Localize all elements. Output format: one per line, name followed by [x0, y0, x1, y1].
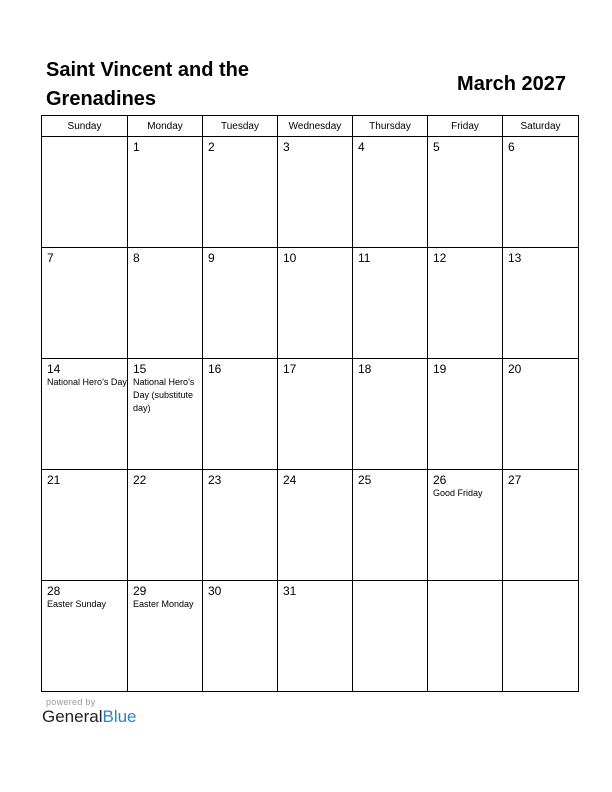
day-number: 3 — [283, 140, 290, 154]
day-number: 6 — [508, 140, 515, 154]
weekday-header: Thursday — [353, 116, 428, 137]
powered-by-label: powered by — [46, 697, 96, 707]
weekday-header: Tuesday — [203, 116, 278, 137]
day-cell — [128, 137, 203, 248]
day-number: 1 — [133, 140, 140, 154]
day-number: 2 — [208, 140, 215, 154]
footer — [42, 697, 137, 727]
day-cell — [353, 581, 428, 692]
weekday-header: Monday — [128, 116, 203, 137]
day-number: 14 — [47, 362, 61, 376]
day-number: 4 — [358, 140, 365, 154]
day-cell — [503, 470, 579, 581]
week-row — [42, 581, 579, 692]
day-cell — [428, 248, 503, 359]
day-number: 10 — [283, 251, 297, 265]
day-number: 5 — [433, 140, 440, 154]
week-row — [42, 359, 579, 470]
holiday-label: National Hero’s Day (substitute day) — [133, 377, 195, 413]
day-cell — [128, 359, 203, 470]
day-cell — [278, 359, 353, 470]
day-number: 27 — [508, 473, 522, 487]
day-number: 18 — [358, 362, 372, 376]
day-cell — [503, 137, 579, 248]
day-number: 25 — [358, 473, 372, 487]
day-cell — [428, 137, 503, 248]
day-number: 12 — [433, 251, 447, 265]
day-number: 16 — [208, 362, 222, 376]
day-number — [428, 581, 502, 584]
day-cell — [128, 248, 203, 359]
day-cell — [278, 137, 353, 248]
day-number — [503, 581, 578, 584]
day-number: 30 — [208, 584, 222, 598]
day-number: 7 — [47, 251, 54, 265]
day-cell — [203, 137, 278, 248]
weekday-header: Wednesday — [278, 116, 353, 137]
day-cell — [503, 248, 579, 359]
day-cell — [42, 581, 128, 692]
weekday-header: Sunday — [42, 116, 128, 137]
weekday-header: Friday — [428, 116, 503, 137]
day-number: 24 — [283, 473, 297, 487]
day-cell — [353, 137, 428, 248]
day-number: 11 — [358, 251, 371, 265]
day-cell — [278, 248, 353, 359]
day-cell — [203, 359, 278, 470]
day-cell — [278, 581, 353, 692]
week-row — [42, 137, 579, 248]
day-number: 29 — [133, 584, 147, 598]
day-cell — [42, 248, 128, 359]
weekday-header: Saturday — [503, 116, 579, 137]
day-number — [42, 137, 127, 140]
day-cell — [42, 359, 128, 470]
day-cell — [278, 470, 353, 581]
day-number: 22 — [133, 473, 147, 487]
day-cell — [42, 137, 128, 248]
day-number: 17 — [283, 362, 297, 376]
day-number: 23 — [208, 473, 222, 487]
generalblue-logo[interactable] — [42, 707, 137, 727]
day-cell — [428, 581, 503, 692]
day-number: 21 — [47, 473, 61, 487]
day-cell — [203, 248, 278, 359]
brand-general: General — [42, 707, 103, 726]
week-row — [42, 248, 579, 359]
day-cell — [203, 470, 278, 581]
holiday-label: Easter Monday — [133, 599, 194, 609]
day-cell — [128, 470, 203, 581]
day-cell — [353, 248, 428, 359]
day-number: 31 — [283, 584, 297, 598]
day-number: 15 — [133, 362, 147, 376]
day-cell — [42, 470, 128, 581]
day-number: 20 — [508, 362, 522, 376]
day-cell — [428, 470, 503, 581]
holiday-label: National Hero’s Day — [47, 377, 127, 387]
day-number: 13 — [508, 251, 522, 265]
day-number: 9 — [208, 251, 215, 265]
holiday-label: Easter Sunday — [47, 599, 107, 609]
day-cell — [353, 470, 428, 581]
day-cell — [353, 359, 428, 470]
holiday-label: Good Friday — [433, 488, 483, 498]
calendar-title: Saint Vincent and the Grenadines — [46, 59, 249, 110]
calendar-month: March 2027 — [457, 73, 566, 95]
day-number: 19 — [433, 362, 447, 376]
brand-blue: Blue — [102, 707, 137, 726]
day-cell — [503, 359, 579, 470]
day-cell — [128, 581, 203, 692]
day-number: 28 — [47, 584, 61, 598]
day-number: 26 — [433, 473, 447, 487]
calendar-grid — [41, 115, 579, 692]
day-number — [353, 581, 427, 584]
week-row — [42, 470, 579, 581]
day-cell — [428, 359, 503, 470]
weekday-header-row — [42, 116, 579, 137]
day-cell — [503, 581, 579, 692]
day-number: 8 — [133, 251, 140, 265]
day-cell — [203, 581, 278, 692]
